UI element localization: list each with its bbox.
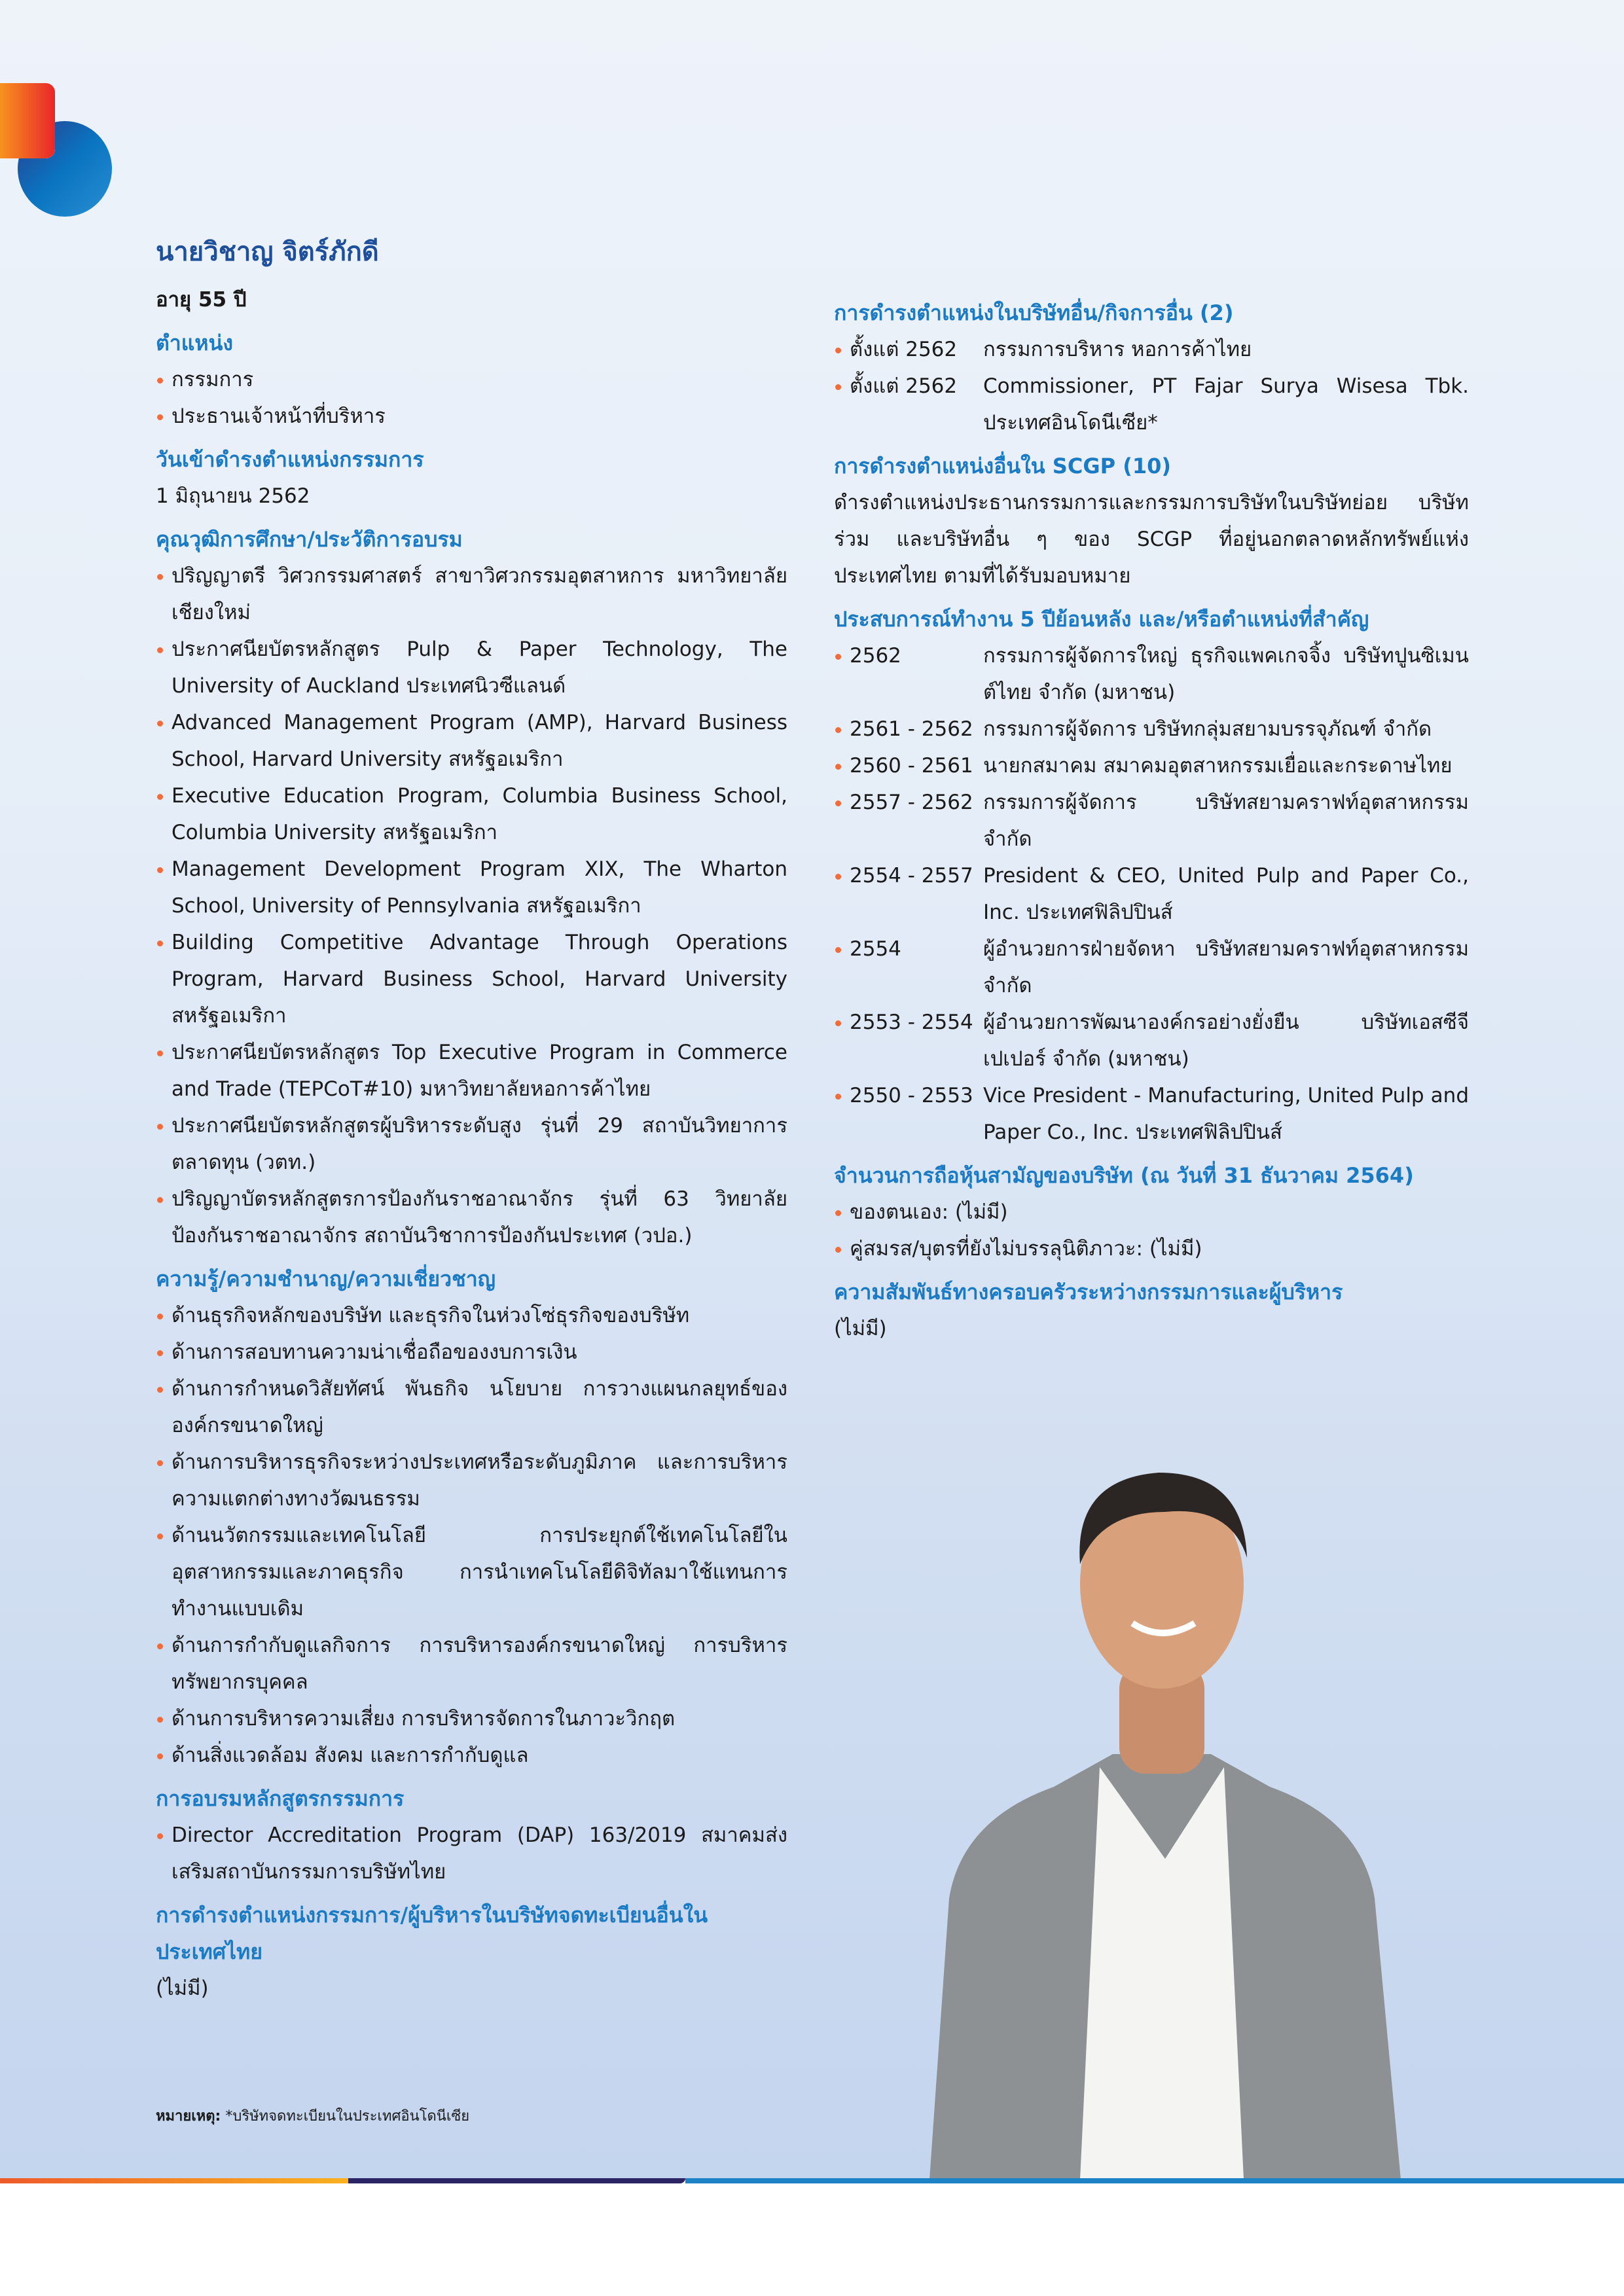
director-portrait	[903, 1401, 1420, 2179]
footnote-text: *บริษัทจดทะเบียนในประเทศอินโดนีเซีย	[225, 2108, 470, 2125]
entry-year: 2562	[850, 644, 901, 668]
entry-year: 2550 - 2553	[850, 1084, 973, 1107]
positions-list	[156, 361, 787, 435]
entry-row	[834, 711, 1469, 747]
entry-text: กรรมการผู้จัดการ บริษัทสยามคราฟท์อุตสาหกรรม จำกัด	[983, 791, 1469, 851]
logo-square-icon	[0, 83, 55, 158]
experience-heading: ประสบการณ์ทำงาน 5 ปีย้อนหลัง และ/หรือตำแหน่งที่สำคัญ	[834, 607, 1369, 632]
entry-year: 2553 - 2554	[850, 1011, 973, 1034]
left-column	[156, 229, 787, 2007]
entry-text: Vice President - Manufacturing, United Pulp and Paper Co., Inc. ประเทศฟิลิปปินส์	[983, 1084, 1469, 1144]
other-heading: การดำรงตำแหน่งในบริษัทอื่น/กิจการอื่น (2)	[834, 300, 1234, 325]
list-item: Advanced Management Program (AMP), Harvard Business School, Harvard University สหรัฐอเมริกา	[156, 704, 787, 778]
entry-year: 2560 - 2561	[850, 754, 973, 778]
entry-row	[834, 931, 1469, 1004]
list-item: ด้านการกำกับดูแลกิจการ การบริหารองค์กรขนาดใหญ่ การบริหารทรัพยากรบุคคล	[156, 1627, 787, 1700]
training-heading: การอบรมหลักสูตรกรรมการ	[156, 1786, 405, 1811]
entry-text: กรรมการผู้จัดการใหญ่ ธุรกิจแพคเกจจิ้ง บริษัทปูนซิเมนต์ไทย จำกัด (มหาชน)	[983, 644, 1469, 704]
entry-row	[834, 1004, 1469, 1077]
entry-row	[834, 857, 1469, 931]
entry-year: ตั้งแต่ 2562	[850, 338, 958, 361]
list-item: Executive Education Program, Columbia Business School, Columbia University สหรัฐอเมริกา	[156, 778, 787, 851]
list-item: คู่สมรส/บุตรที่ยังไม่บรรลุนิติภาวะ: (ไม่มี)	[834, 1230, 1469, 1267]
entry-year: ตั้งแต่ 2562	[850, 374, 958, 398]
appointed-heading: วันเข้าดำรงตำแหน่งกรรมการ	[156, 447, 424, 472]
list-item: Management Development Program XIX, The Wharton School, University of Pennsylvania สหรัฐอเมริกา	[156, 851, 787, 924]
other-list	[834, 331, 1469, 441]
expertise-list	[156, 1297, 787, 1774]
listed-value: (ไม่มี)	[156, 1977, 209, 2000]
list-item: ของตนเอง: (ไม่มี)	[834, 1194, 1469, 1230]
list-item: ด้านธุรกิจหลักของบริษัท และธุรกิจในห่วงโซ่ธุรกิจของบริษัท	[156, 1297, 787, 1334]
list-item: กรรมการ	[156, 361, 787, 398]
right-column	[834, 288, 1469, 1347]
entry-text: ผู้อำนวยการฝ่ายจัดหา บริษัทสยามคราฟท์อุตสาหกรรม จำกัด	[983, 937, 1469, 997]
list-item: ปริญญาบัตรหลักสูตรการป้องกันราชอาณาจักร รุ่นที่ 63 วิทยาลัยป้องกันราชอาณาจักร สถาบันวิชาการป้องกันประเทศ (วปอ.)	[156, 1181, 787, 1254]
entry-text: Commissioner, PT Fajar Surya Wisesa Tbk. ประเทศอินโดนีเซีย*	[983, 374, 1469, 435]
appointed-date: 1 มิถุนายน 2562	[156, 484, 310, 508]
list-item: ประธานเจ้าหน้าที่บริหาร	[156, 398, 787, 435]
list-item: ด้านนวัตกรรมและเทคโนโลยี การประยุกต์ใช้เทคโนโลยีในอุตสาหกรรมและภาคธุรกิจ การนำเทคโนโลยีดิจิทัลมาใช้แทนการทำงานแบบเดิม	[156, 1517, 787, 1627]
footer-bar-navy	[348, 2178, 685, 2183]
list-item: ประกาศนียบัตรหลักสูตรผู้บริหารระดับสูง รุ่นที่ 29 สถาบันวิทยาการตลาดทุน (วตท.)	[156, 1107, 787, 1181]
education-heading: คุณวุฒิการศึกษา/ประวัติการอบรม	[156, 527, 463, 552]
entry-text: President & CEO, United Pulp and Paper Co., Inc. ประเทศฟิลิปปินส์	[983, 864, 1469, 924]
footer-bar-blue	[685, 2178, 1624, 2183]
list-item: ประกาศนียบัตรหลักสูตร Pulp & Paper Technology, The University of Auckland ประเทศนิวซีแลนด์	[156, 631, 787, 704]
footnote	[156, 2106, 469, 2127]
entry-row	[834, 784, 1469, 857]
footnote-label: หมายเหตุ:	[156, 2108, 221, 2125]
list-item: Director Accreditation Program (DAP) 163/2019 สมาคมส่งเสริมสถาบันกรรมการบริษัทไทย	[156, 1817, 787, 1890]
entry-text: กรรมการผู้จัดการ บริษัทกลุ่มสยามบรรจุภัณฑ์ จำกัด	[983, 717, 1432, 741]
listed-heading: การดำรงตำแหน่งกรรมการ/ผู้บริหารในบริษัทจดทะเบียนอื่นในประเทศไทย	[156, 1903, 708, 1964]
shares-heading: จำนวนการถือหุ้นสามัญของบริษัท (ณ วันที่ 31 ธันวาคม 2564)	[834, 1163, 1414, 1188]
list-item: ปริญญาตรี วิศวกรรมศาสตร์ สาขาวิศวกรรมอุตสาหการ มหาวิทยาลัยเชียงใหม่	[156, 558, 787, 631]
entry-year: 2557 - 2562	[850, 791, 973, 814]
position-heading: ตำแหน่ง	[156, 331, 233, 355]
shares-list	[834, 1194, 1469, 1267]
training-list	[156, 1817, 787, 1890]
entry-year: 2554	[850, 937, 901, 961]
person-age: อายุ 55 ปี	[156, 288, 247, 312]
list-item: ด้านการบริหารความเสี่ยง การบริหารจัดการในภาวะวิกฤต	[156, 1700, 787, 1737]
entry-text: ผู้อำนวยการพัฒนาองค์กรอย่างยั่งยืน บริษัทเอสซีจีเปเปอร์ จำกัด (มหาชน)	[983, 1011, 1469, 1071]
family-value: (ไม่มี)	[834, 1317, 887, 1340]
entry-row	[834, 747, 1469, 784]
education-list	[156, 558, 787, 1254]
entry-row	[834, 368, 1469, 441]
scgp-text: ดำรงตำแหน่งประธานกรรมการและกรรมการบริษัทในบริษัทย่อย บริษัทร่วม และบริษัทอื่น ๆ ของ SCGP ที่อยู่นอกตลาดหลักทรัพย์แห่งประเทศไทย ตามที่ได้รับมอบหมาย	[834, 491, 1469, 588]
entry-text: กรรมการบริหาร หอการค้าไทย	[983, 338, 1252, 361]
entry-text: นายกสมาคม สมาคมอุตสาหกรรมเยื่อและกระดาษไทย	[983, 754, 1453, 778]
expertise-heading: ความรู้/ความชำนาญ/ความเชี่ยวชาญ	[156, 1266, 496, 1291]
entry-year: 2561 - 2562	[850, 717, 973, 741]
entry-row	[834, 637, 1469, 711]
entry-year: 2554 - 2557	[850, 864, 973, 888]
list-item: ด้านการสอบทานความน่าเชื่อถือของงบการเงิน	[156, 1334, 787, 1371]
scgp-heading: การดำรงตำแหน่งอื่นใน SCGP (10)	[834, 454, 1171, 478]
list-item: ด้านการกำหนดวิสัยทัศน์ พันธกิจ นโยบาย การวางแผนกลยุทธ์ขององค์กรขนาดใหญ่	[156, 1371, 787, 1444]
footer-bar-orange	[0, 2178, 348, 2183]
list-item: ด้านการบริหารธุรกิจระหว่างประเทศหรือระดับภูมิภาค และการบริหารความแตกต่างทางวัฒนธรรม	[156, 1444, 787, 1517]
entry-row	[834, 331, 1469, 368]
entry-row	[834, 1077, 1469, 1151]
experience-list	[834, 637, 1469, 1151]
family-heading: ความสัมพันธ์ทางครอบครัวระหว่างกรรมการและผู้บริหาร	[834, 1280, 1343, 1304]
list-item: ประกาศนียบัตรหลักสูตร Top Executive Program in Commerce and Trade (TEPCoT#10) มหาวิทยาลัยหอการค้าไทย	[156, 1034, 787, 1107]
person-name: นายวิชาญ จิตร์ภักดี	[156, 237, 379, 267]
list-item: ด้านสิ่งแวดล้อม สังคม และการกำกับดูแล	[156, 1737, 787, 1774]
list-item: Building Competitive Advantage Through Operations Program, Harvard Business School, Harvard University สหรัฐอเมริกา	[156, 924, 787, 1034]
